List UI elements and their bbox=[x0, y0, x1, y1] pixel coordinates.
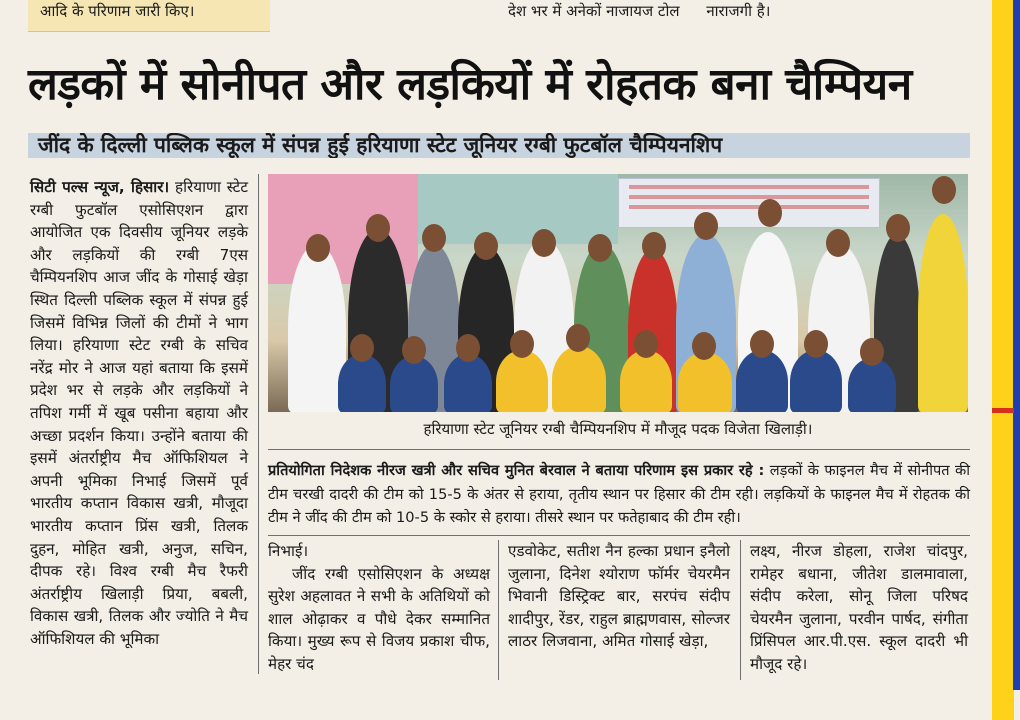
person-head bbox=[694, 212, 718, 240]
bottom-column-2 bbox=[508, 540, 730, 653]
player-head bbox=[860, 338, 884, 366]
player-head bbox=[634, 330, 658, 358]
left-column-text: हरियाणा स्टेट रग्बी फुटबॉल एसोसिएशन द्वारा आयोजित एक दिवसीय जूनियर लड़के और लड़कियों की रग्बी 7एस चैम्पियनशिप आज जींद के गोसाई खेड़ा स्थित दिल्ली पब्लिक स्कूल में संपन्न हुई जिसमें विभिन्न जिलों की टीमों ने भाग लिया। हरियाणा स्टेट रग्बी के सचिव नरेंद्र मोर ने आज यहां बताया कि इसमें प्रदेश भर से लड़के और लड़कियों ने तपिश गर्मी में खूब पसीना बहाया और अच्छा प्रदर्शन किया। उन्होंने बताया की इसमें अंतर्राष्ट्रीय मैच ऑफिशियल ने अपनी भूमिका निभाई जिसमें पूर्व भारतीय कप्तान विकास खत्री, मौजूदा भारतीय कप्तान प्रिंस खत्री, तिलक दुहन, मोहित खत्री, अनुज, सचिन, दीपक रहे। विश्व रग्बी मैच रैफरी अंतर्राष्ट्रीय खिलाड़ी प्रिया, बबली, विकास खत्री, तिलक और ज्योति ने मैच ऑफिशियल की भूमिका bbox=[30, 178, 248, 648]
player-figure bbox=[678, 352, 732, 412]
person-head bbox=[306, 234, 330, 262]
previous-article-snippet: आदि के परिणाम जारी किए। bbox=[28, 0, 270, 32]
player-head bbox=[510, 330, 534, 358]
bottom-column-1 bbox=[268, 540, 490, 676]
column-divider bbox=[258, 174, 259, 674]
left-column bbox=[30, 176, 248, 650]
person-head bbox=[758, 199, 782, 227]
page-edge-yellow-bar bbox=[992, 0, 1014, 720]
player-figure bbox=[620, 350, 672, 412]
column-divider bbox=[740, 540, 741, 680]
person-head bbox=[366, 214, 390, 242]
player-figure bbox=[338, 354, 386, 412]
dateline: सिटी पल्स न्यूज, हिसार। bbox=[30, 178, 170, 196]
bottom-column-1-text: जींद रग्बी एसोसिएशन के अध्यक्ष सुरेश अहलावत ने सभी के अतिथियों को शाल ओढ़ाकर व पौधे देकर सम्मानित किया। मुख्य रूप से विजय प्रकाश चीफ, मेहर चंद bbox=[268, 564, 490, 673]
person-head bbox=[588, 234, 612, 262]
snippet-text-a: देश भर में अनेकों नाजायज टोल bbox=[508, 2, 680, 20]
player-figure bbox=[848, 358, 896, 412]
medal-winners-photo bbox=[268, 174, 968, 412]
person-head bbox=[532, 229, 556, 257]
snippet-text-b: नाराजगी है। bbox=[706, 2, 771, 20]
page-edge-red-mark bbox=[992, 408, 1014, 413]
person-head bbox=[642, 232, 666, 260]
player-head bbox=[692, 332, 716, 360]
page-edge-blue-bar bbox=[1013, 0, 1020, 690]
person-head bbox=[474, 232, 498, 260]
player-figure bbox=[790, 350, 842, 412]
player-head bbox=[350, 334, 374, 362]
person-head bbox=[932, 176, 956, 204]
player-head bbox=[402, 336, 426, 364]
article-subheadline: जींद के दिल्ली पब्लिक स्कूल में संपन्न हुई हरियाणा स्टेट जूनियर रग्बी फुटबॉल चैम्पियनशिप bbox=[28, 133, 970, 158]
results-paragraph bbox=[268, 459, 970, 530]
person-figure bbox=[918, 214, 968, 412]
bottom-column-1-start: निभाई। bbox=[268, 542, 309, 560]
player-figure bbox=[444, 354, 492, 412]
article-headline: लड़कों में सोनीपत और लड़कियों में रोहतक बना चैम्पियन bbox=[28, 59, 912, 110]
results-rule bbox=[268, 535, 970, 536]
person-head bbox=[422, 224, 446, 252]
player-figure bbox=[552, 346, 606, 412]
results-lead: प्रतियोगिता निदेशक नीरज खत्री और सचिव मुनित बेरवाल ने बताया परिणाम इस प्रकार रहे : bbox=[268, 462, 765, 479]
person-head bbox=[886, 214, 910, 242]
player-head bbox=[566, 324, 590, 352]
results-text: लड़कों के फाइनल मैच में सोनीपत की टीम चरखी दादरी की टीम को 15-5 के अंतर से हराया, तृतीय स्थान पर हिसार की टीम रही। लड़कियों के फाइनल मैच में रोहतक की टीम ने जींद की टीम को 10-5 के स्कोर से हराया। तीसरे स्थान पर फतेहाबाद की टीम रही। bbox=[268, 462, 971, 526]
player-head bbox=[750, 330, 774, 358]
person-head bbox=[826, 229, 850, 257]
caption-rule bbox=[268, 449, 970, 450]
bottom-column-3-text: लक्ष्य, नीरज डोहला, राजेश चांदपुर, रामेहर बधाना, जीतेश डालमावाला, संदीप करेला, सोनू जिला परिषद चेयरमैन जुलाना, परवीन पार्षद, संगीता प्रिंसिपल आर.पी.एस. स्कूल दादरी भी मौजूद रहे। bbox=[750, 542, 968, 673]
player-figure bbox=[496, 350, 548, 412]
photo-background-tent bbox=[418, 174, 618, 244]
player-head bbox=[456, 334, 480, 362]
bottom-column-3 bbox=[750, 540, 968, 676]
photo-caption: हरियाणा स्टेट जूनियर रग्बी चैम्पियनशिप में मौजूद पदक विजेता खिलाड़ी। bbox=[423, 420, 813, 438]
column-divider bbox=[498, 540, 499, 680]
previous-article-snippet-right bbox=[508, 0, 838, 24]
photo-banner bbox=[618, 178, 880, 228]
player-figure bbox=[390, 356, 438, 412]
player-figure bbox=[736, 350, 788, 412]
bottom-column-2-text: एडवोकेट, सतीश नैन हल्का प्रधान इनैलो जुलाना, दिनेश श्योराण फॉर्मर चेयरमैन भिवानी डिस्ट्रिक्ट बार, सरपंच संदीप शादीपुर, रेंडर, राहुल ब्राह्मणवास, सोल्जर लाठर लिजवाना, अमित गोसाई खेड़ा, bbox=[508, 542, 730, 651]
player-head bbox=[804, 330, 828, 358]
